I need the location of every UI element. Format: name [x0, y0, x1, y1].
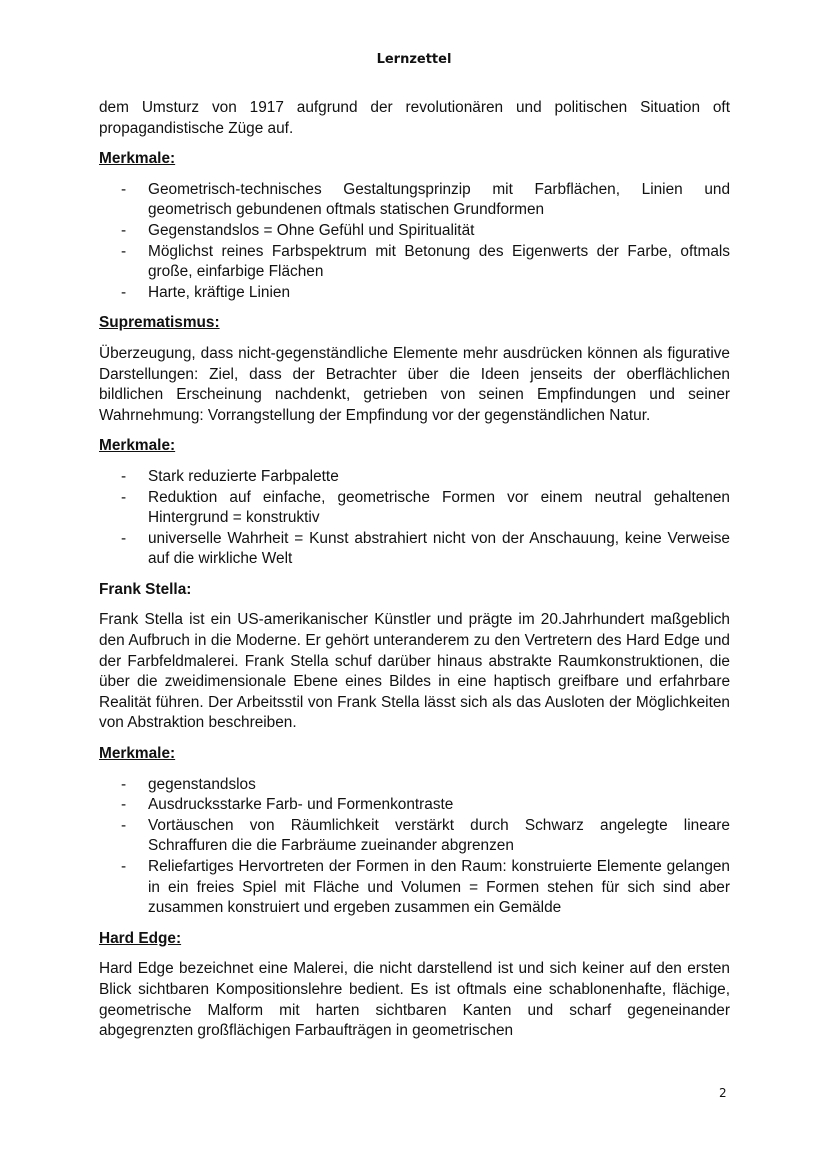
section-paragraph: Hard Edge bezeichnet eine Malerei, die nicht darstellend ist und sich keiner auf den ersten Blick sichtbaren Kompositionslehre bedient. Es ist oftmals eine schablonenhafte, flächige, geometrische Malform mit harten sichtbaren Kanten und scharf gegeneinander abgegrenzten großflächigen Farbaufträgen in geometrischen [99, 960, 730, 1040]
section-heading: Merkmale: [99, 437, 176, 455]
section-heading: Frank Stella: [99, 580, 192, 598]
list-item: - Harte, kräftige Linien [99, 283, 730, 304]
list-item: - Ausdrucksstarke Farb- und Formenkontraste [99, 795, 730, 816]
section-paragraph: Überzeugung, dass nicht-gegenständliche Elemente mehr ausdrücken können als figurative Darstellungen: Ziel, dass der Betrachter über die Ideen jenseits der oberflächlichen bildlichen Erscheinung nachdenkt, getrieben von seinen Empfindungen und seiner Wahrnehmung: Vorrangstellung der Empfindung vor der gegenständlichen Natur. [99, 344, 730, 424]
bullet-list [99, 180, 730, 304]
section-merkmale-2 [99, 436, 730, 570]
list-item: - Geometrisch-technisches Gestaltungsprinzip mit Farbflächen, Linien und geometrisch gebundenen oftmals statischen Grundformen [99, 180, 730, 221]
page-number: 2 [719, 1086, 727, 1100]
section-paragraph: Frank Stella ist ein US-amerikanischer Künstler und prägte im 20.Jahrhundert maßgeblich den Aufbruch in die Moderne. Er gehört unteranderem zu den Vertretern des Hard Edge und der Farbfeldmalerei. Frank Stella schuf darüber hinaus abstrakte Raumkonstruktionen, die über die zweidimensionale Ebene eines Bildes in eine haptisch greifbare und erfahrbare Realität führen. Der Arbeitsstil von Frank Stella lässt sich als das Ausloten der Möglichkeiten von Abstraktion beschreiben. [99, 611, 730, 732]
list-item: - Gegenstandslos = Ohne Gefühl und Spiritualität [99, 221, 730, 242]
list-item: - Reliefartiges Hervortreten der Formen in den Raum: konstruierte Elemente gelangen in ein freies Spiel mit Fläche und Volumen = Formen stehen für sich sind aber zusammen konstruiert und ergeben zusammen ein Gemälde [99, 857, 730, 919]
list-item: - gegenstandslos [99, 775, 730, 796]
page-header: Lernzettel [376, 52, 452, 67]
section-heading: Suprematismus: [99, 314, 220, 332]
list-item: - universelle Wahrheit = Kunst abstrahiert nicht von der Anschauung, keine Verweise auf die wirkliche Welt [99, 529, 730, 570]
section-heading: Hard Edge: [99, 929, 182, 947]
section-merkmale-1 [99, 149, 730, 303]
section-hard-edge [99, 929, 730, 1042]
list-item: - Möglichst reines Farbspektrum mit Betonung des Eigenwerts der Farbe, oftmals große, einfarbige Flächen [99, 242, 730, 283]
document-body [99, 98, 730, 1042]
bullet-list [99, 467, 730, 570]
list-item: - Vortäuschen von Räumlichkeit verstärkt durch Schwarz angelegte lineare Schraffuren die die Farbräume zueinander abgrenzen [99, 816, 730, 857]
section-heading: Merkmale: [99, 745, 176, 763]
section-merkmale-3 [99, 744, 730, 919]
bullet-list [99, 775, 730, 919]
section-heading: Merkmale: [99, 150, 176, 168]
list-item: - Stark reduzierte Farbpalette [99, 467, 730, 488]
section-frank-stella [99, 580, 730, 734]
intro-paragraph: dem Umsturz von 1917 aufgrund der revolutionären und politischen Situation oft propagandistische Züge auf. [99, 99, 730, 137]
section-suprematismus [99, 313, 730, 426]
list-item: - Reduktion auf einfache, geometrische Formen vor einem neutral gehaltenen Hintergrund = konstruktiv [99, 488, 730, 529]
